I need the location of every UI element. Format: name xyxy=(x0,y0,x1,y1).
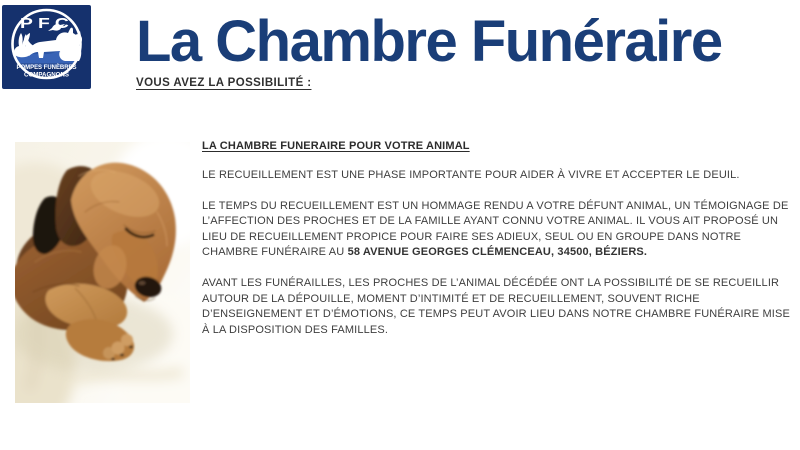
paragraph-2-text: LE TEMPS DU RECUEILLEMENT EST UN HOMMAGE RENDU A VOTRE DÉFUNT ANIMAL, UN TÉMOIGNAGE DE L’AFFECTION DES PROCHES ET DE LA FAMILLE AYANT CONNU VOTRE ANIMAL. IL VOUS AIT PROPOSÉ UN LIEU DE RECUEILLEMENT PROPICE POUR FAIRE SES ADIEUX, SEUL OU EN GROUPE DANS NOTRE CHAMBRE FUNÉRAIRE AU xyxy=(202,199,789,258)
page-tagline: VOUS AVEZ LA POSSIBILITÉ : xyxy=(136,77,312,89)
puppy-illustration xyxy=(15,142,190,403)
logo-acronym: PFC xyxy=(20,15,74,32)
pfc-logo-graphic xyxy=(2,5,91,89)
address-text: 58 AVENUE GEORGES CLÉMENCEAU, 34500, BÉZIERS. xyxy=(347,246,648,258)
masthead xyxy=(136,11,722,89)
puppy-photo xyxy=(15,142,190,403)
article-paragraph-1: LE RECUEILLEMENT EST UNE PHASE IMPORTANTE POUR AIDER À VIVRE ET ACCEPTER LE DEUIL. xyxy=(202,168,740,181)
page-title: La Chambre Funéraire xyxy=(136,9,722,74)
article-paragraph-3: AVANT LES FUNÉRAILLES, LES PROCHES DE L’ANIMAL DÉCÉDÉE ONT LA POSSIBILITÉ DE SE RECUEILLIR AUTOUR DE LA DÉPOUILLE, MOMENT D’INTIMITÉ ET DE RECUEILLEMENT, SOUVENT RICHE D’ENSEIGNEMENT ET D’ÉMOTIONS, CE TEMPS PEUT AVOIR LIEU DANS NOTRE CHAMBRE FUNÉRAIRE MISE À LA DISPOSITION DES FAMILLES. xyxy=(202,277,790,336)
logo-name-line2: COMPAGNONS xyxy=(24,71,70,79)
article xyxy=(202,139,800,354)
logo-name-line1: POMPES FUNÈBRES xyxy=(16,64,81,71)
article-paragraph-2 xyxy=(202,199,800,261)
pfc-logo xyxy=(2,5,91,89)
article-heading: LA CHAMBRE FUNERAIRE POUR VOTRE ANIMAL xyxy=(202,140,470,152)
